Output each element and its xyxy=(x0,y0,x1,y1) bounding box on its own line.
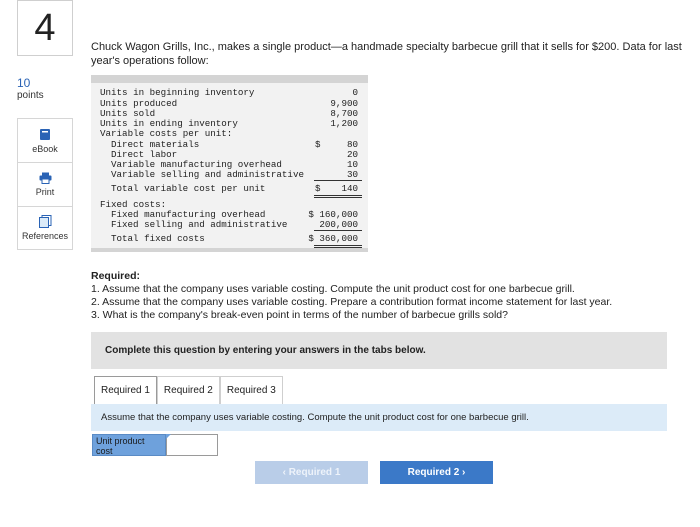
question-number: 4 xyxy=(17,0,73,56)
row-label: Variable selling and administrative xyxy=(111,169,304,180)
unit-product-cost-label: Unit product cost xyxy=(92,434,166,456)
row-value: 8,700 xyxy=(330,108,358,119)
tab-required-3[interactable]: Required 3 xyxy=(220,376,283,404)
underline xyxy=(314,230,362,231)
sidebar-item-references[interactable] xyxy=(17,206,73,250)
prev-required-button[interactable] xyxy=(255,461,368,484)
row-label: Total variable cost per unit xyxy=(111,183,266,194)
input-marker xyxy=(166,434,171,439)
question-intro: Chuck Wagon Grills, Inc., makes a single product—a handmade specialty barbecue grill that it sells for $200. Data for last year's operations follow: xyxy=(91,41,682,67)
row-currency: $ xyxy=(315,183,321,194)
row-value: 1,200 xyxy=(330,118,358,129)
row-label: Units sold xyxy=(100,108,156,119)
table-row xyxy=(91,128,368,139)
tab-instruction: Assume that the company uses variable costing. Compute the unit product cost for one barbecue grill. xyxy=(91,404,667,431)
points-value: 10 xyxy=(17,76,31,90)
row-value: $ 360,000 xyxy=(308,233,358,244)
sidebar-item-label: References xyxy=(21,231,69,241)
row-label: Variable manufacturing overhead xyxy=(111,159,282,170)
required-item: 1. Assume that the company uses variable costing. Compute the unit product cost for one barbecue grill. xyxy=(91,283,575,295)
row-label: Direct materials xyxy=(111,139,200,150)
row-label: Fixed selling and administrative xyxy=(111,219,288,230)
required-section xyxy=(91,270,691,322)
row-label: Fixed costs: xyxy=(100,199,167,210)
row-value: 140 xyxy=(341,183,358,194)
points-indicator xyxy=(17,76,44,101)
next-label: Required 2 xyxy=(407,467,460,478)
row-label: Units produced xyxy=(100,98,178,109)
row-label: Variable costs per unit: xyxy=(100,128,233,139)
double-underline xyxy=(314,245,362,248)
next-required-button[interactable] xyxy=(380,461,493,484)
prev-label: Required 1 xyxy=(288,467,341,478)
sidebar-tools xyxy=(17,118,73,250)
book-icon xyxy=(39,128,51,141)
row-label: Units in beginning inventory xyxy=(100,87,255,98)
double-underline xyxy=(314,195,362,198)
references-icon xyxy=(39,215,52,228)
row-label: Fixed manufacturing overhead xyxy=(111,209,266,220)
required-item: 3. What is the company's break-even point in terms of the number of barbecue grills sold? xyxy=(91,309,508,321)
row-label: Direct labor xyxy=(111,149,178,160)
table-row xyxy=(91,87,368,98)
complete-question-banner: Complete this question by entering your answers in the tabs below. xyxy=(91,332,667,369)
row-value: 30 xyxy=(346,169,358,180)
table-row xyxy=(91,233,368,244)
required-item: 2. Assume that the company uses variable costing. Prepare a contribution format income statement for last year. xyxy=(91,296,613,308)
operations-data-table xyxy=(91,75,368,252)
sidebar-item-ebook[interactable] xyxy=(17,118,73,162)
tab-required-1[interactable]: Required 1 xyxy=(94,376,157,404)
row-value: 200,000 xyxy=(319,219,358,230)
row-currency: $ xyxy=(315,139,321,150)
row-value: 0 xyxy=(352,87,358,98)
required-heading: Required: xyxy=(91,270,141,282)
table-row xyxy=(91,183,368,194)
row-label: Total fixed costs xyxy=(111,233,205,244)
row-value: 20 xyxy=(346,149,358,160)
row-value: $ 160,000 xyxy=(308,209,358,220)
sidebar-item-label: Print xyxy=(35,187,55,197)
sidebar-item-print[interactable] xyxy=(17,162,73,206)
sidebar-item-label: eBook xyxy=(32,143,58,154)
unit-product-cost-input[interactable] xyxy=(166,434,218,456)
row-value: 80 xyxy=(346,139,358,150)
chevron-left-icon: ‹ xyxy=(282,467,289,478)
tab-required-2[interactable]: Required 2 xyxy=(157,376,220,404)
row-value: 9,900 xyxy=(330,98,358,109)
points-label: points xyxy=(17,90,44,101)
printer-icon xyxy=(39,172,52,184)
underline xyxy=(314,180,362,181)
chevron-right-icon: › xyxy=(459,467,466,478)
required-tabs xyxy=(94,376,283,404)
row-value: 10 xyxy=(346,159,358,170)
table-row xyxy=(91,219,368,230)
row-label: Units in ending inventory xyxy=(100,118,238,129)
table-row xyxy=(91,169,368,180)
